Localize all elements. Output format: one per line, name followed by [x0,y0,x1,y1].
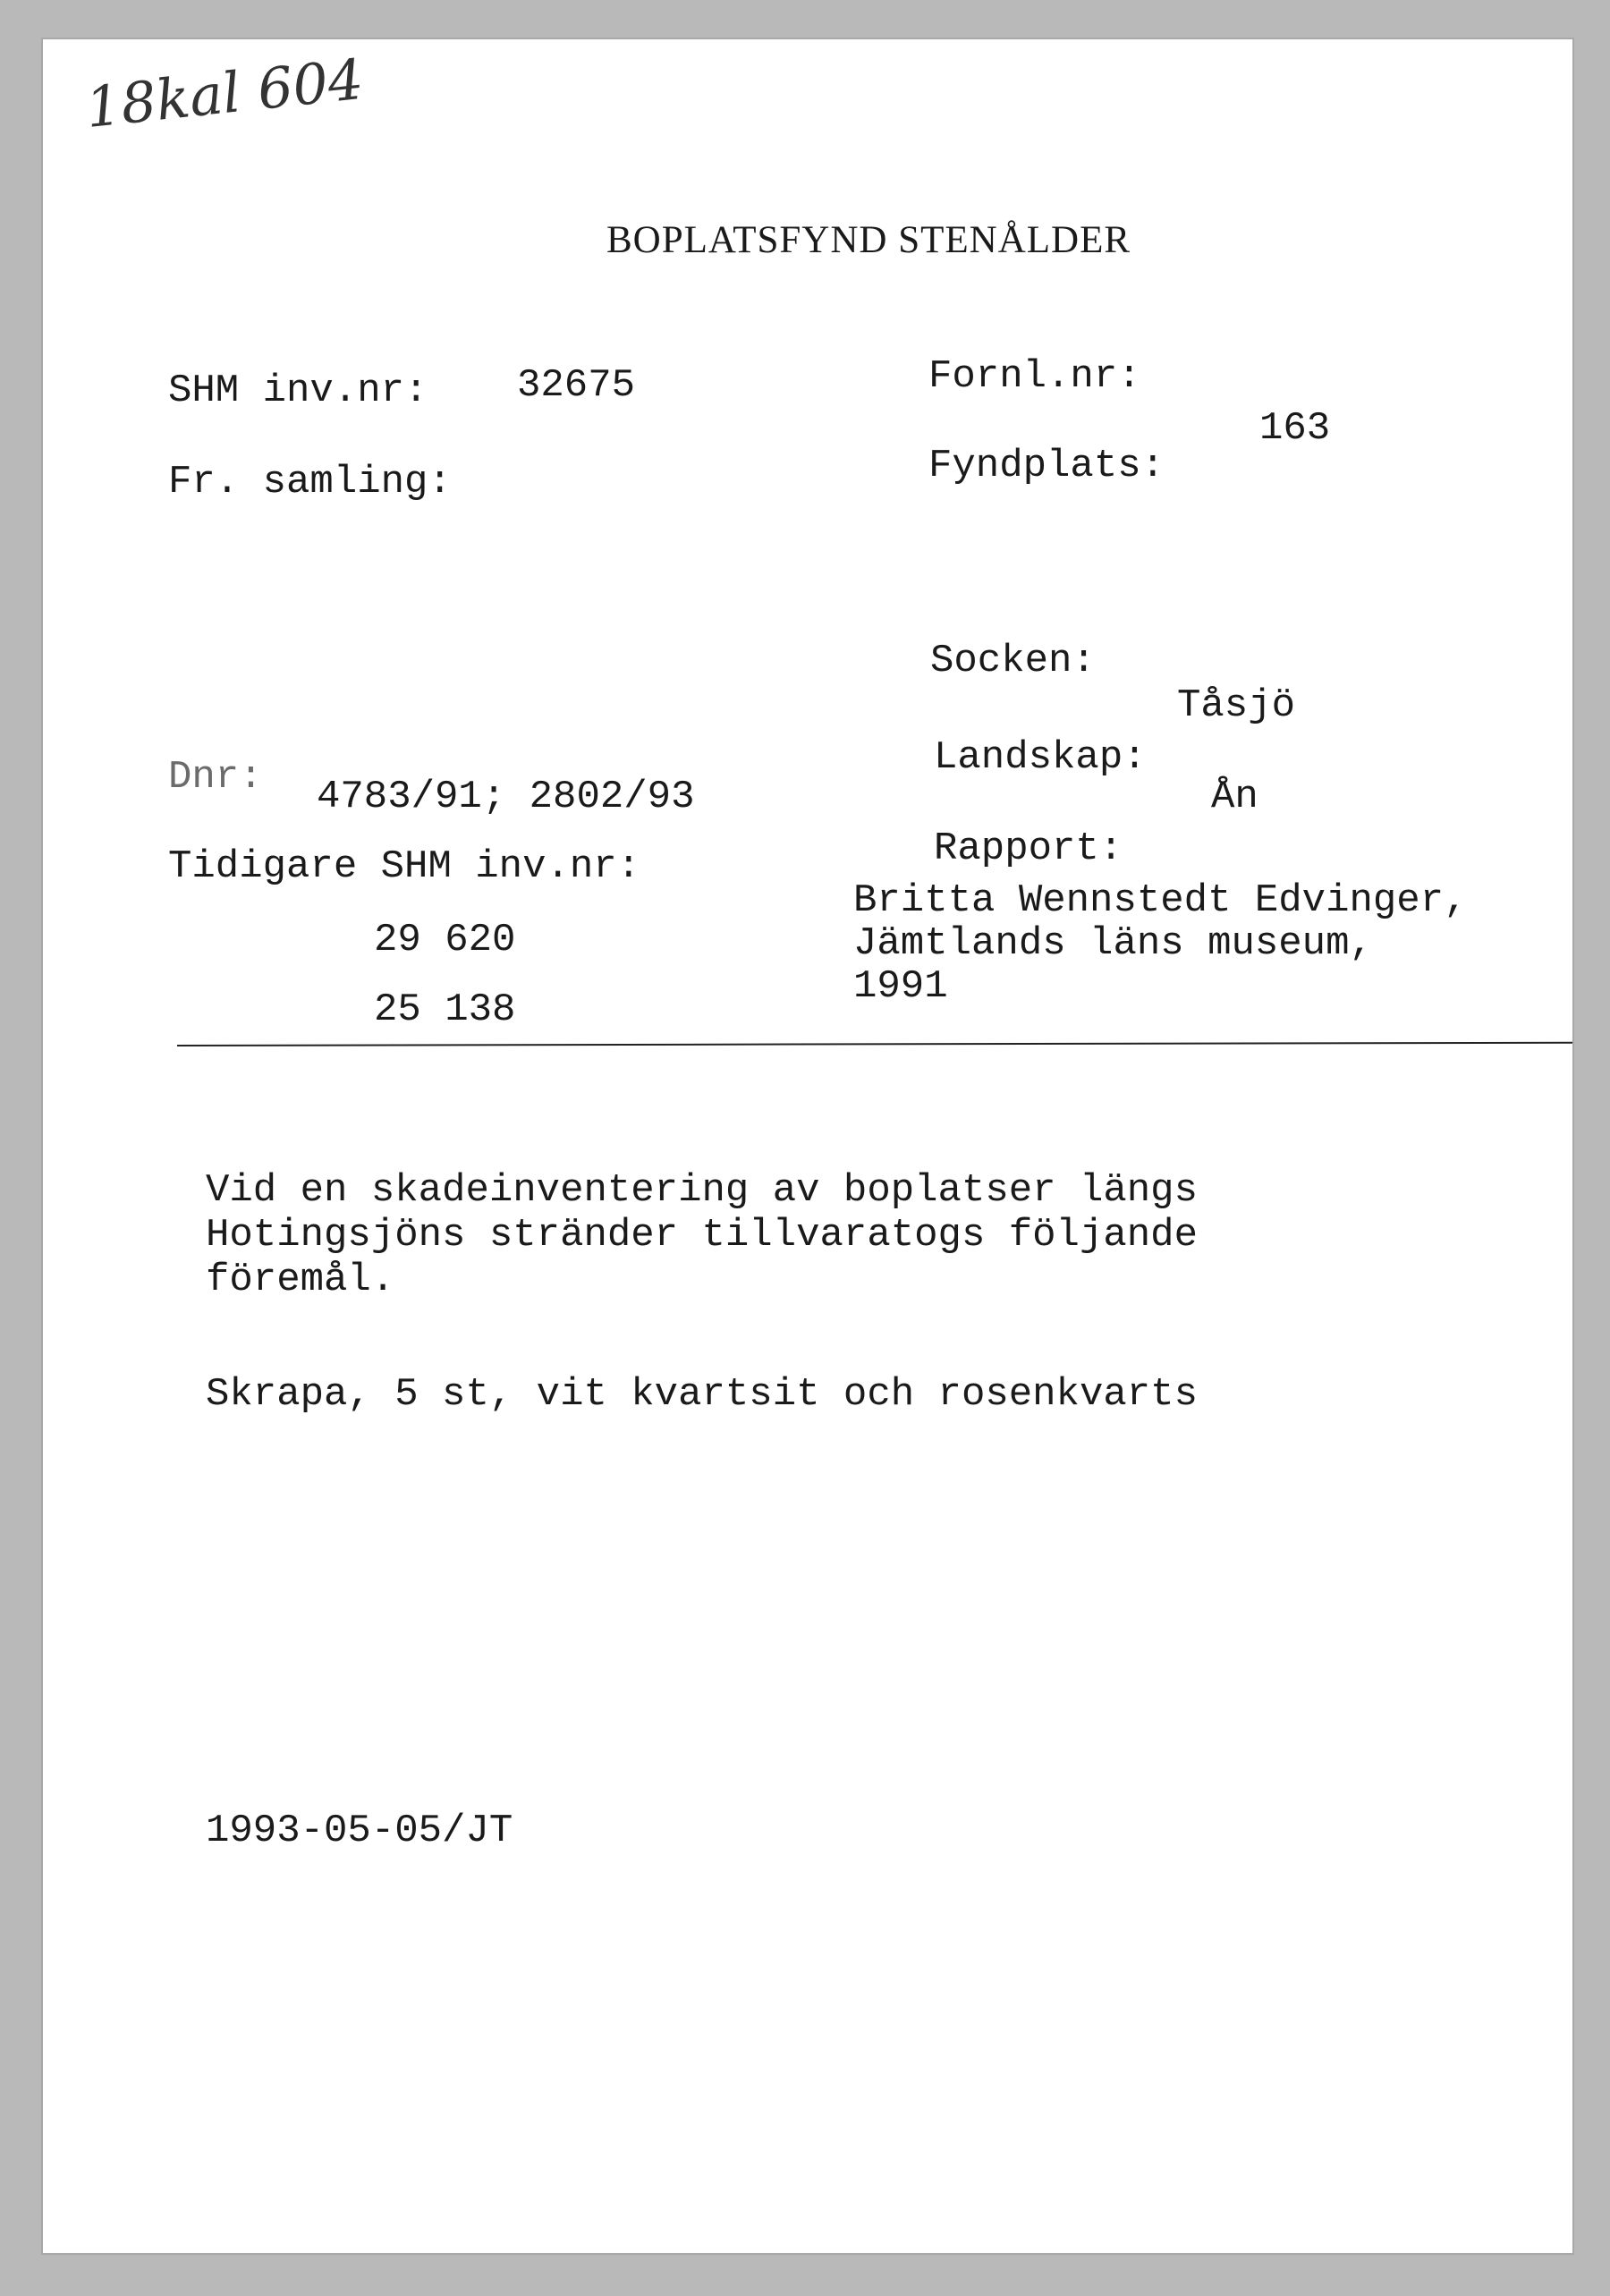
socken-value: Tåsjö [1177,683,1296,728]
body-line-3: föremål. [206,1258,395,1302]
socken-label: Socken: [930,639,1096,683]
fornl-label: Fornl.nr: [928,354,1141,399]
fyndplats-label: Fyndplats: [928,444,1165,488]
rapport-line-3: 1991 [853,964,948,1009]
dnr-value: 4783/91; 2802/93 [317,775,695,819]
divider-line [177,1042,1572,1046]
shm-inv-label: SHM inv.nr: [168,369,428,413]
handwritten-reference: 18kal 604 [82,46,367,140]
tidigare-shm-label: Tidigare SHM inv.nr: [168,844,641,889]
card-title: BOPLATSFYND STENÅLDER [606,219,1131,261]
fr-samling-label: Fr. samling: [168,460,452,504]
rapport-line-2: Jämtlands läns museum, [853,921,1373,966]
shm-inv-value: 32675 [517,363,636,408]
landskap-value: Ån [1211,775,1258,819]
footer-date: 1993-05-05/JT [206,1809,513,1853]
tidigare-value-2: 25 138 [374,987,516,1032]
items-line: Skrapa, 5 st, vit kvartsit och rosenkvarts [206,1372,1198,1417]
dnr-label: Dnr: [168,755,263,800]
fornl-value: 163 [1259,406,1331,451]
rapport-line-1: Britta Wennstedt Edvinger, [853,878,1468,923]
body-line-1: Vid en skadeinventering av boplatser längs [206,1168,1198,1213]
index-card [43,39,1572,2253]
rapport-label: Rapport: [934,826,1123,871]
body-line-2: Hotingsjöns stränder tillvaratogs följande [206,1213,1198,1258]
tidigare-value-1: 29 620 [374,918,516,962]
landskap-label: Landskap: [934,735,1147,780]
